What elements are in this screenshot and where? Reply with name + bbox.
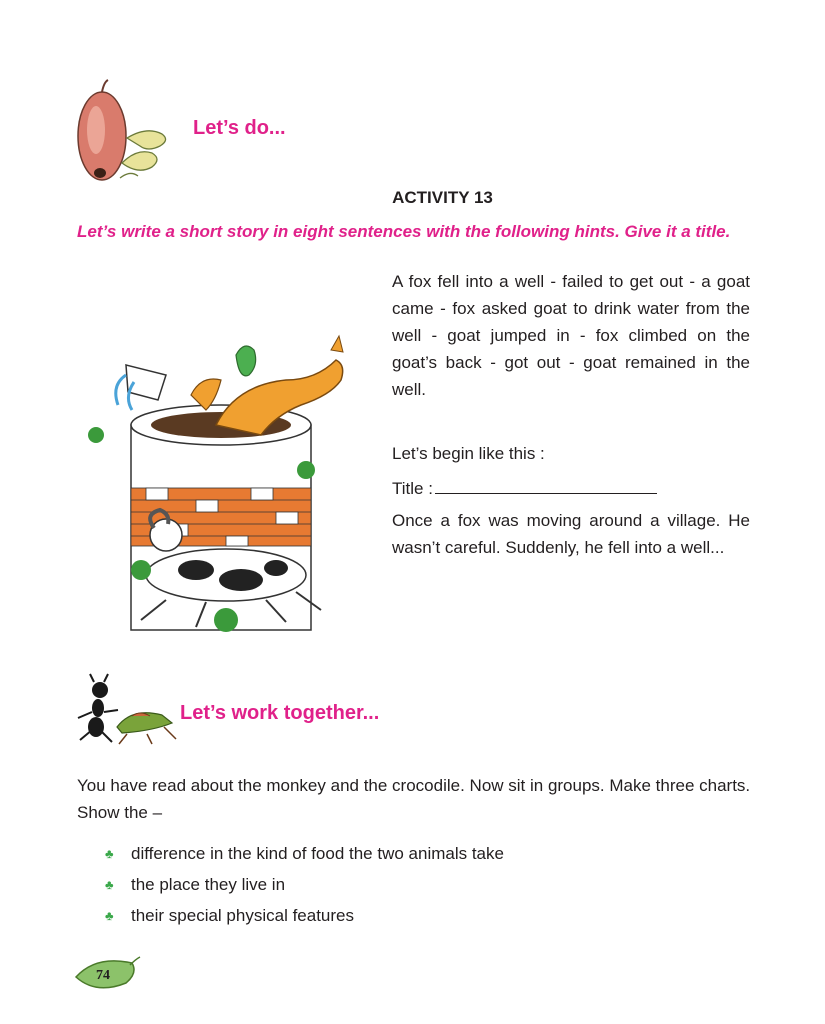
lets-do-icon: [72, 78, 182, 193]
title-line: [392, 475, 657, 502]
group-activity-text: You have read about the monkey and the crocodile. Now sit in groups. Make three charts. Show the –: [77, 776, 751, 822]
fox-goat-well-illustration: [76, 330, 376, 640]
list-item: ♣ difference in the kind of food the two animals take: [105, 843, 504, 863]
club-bullet-icon: ♣: [105, 846, 114, 861]
lets-work-together-heading: Let’s work together...: [180, 702, 380, 724]
list-item: ♣ the place they live in: [105, 874, 286, 894]
club-bullet-icon: ♣: [105, 877, 114, 892]
list-item: ♣ their special physical features: [105, 905, 355, 925]
title-blank[interactable]: [435, 476, 657, 494]
begin-text: Let’s begin like this :: [392, 444, 545, 463]
title-label: Title :: [392, 479, 433, 498]
instruction-text: Let’s write a short story in eight sentences with the following hints. Give it a title.: [77, 222, 731, 241]
story-hints: A fox fell into a well - failed to get out - a goat came - fox asked goat to drink water from the well - goat jumped in - fox climbed on the goat’s back - got out - goat remained in the well.: [392, 272, 750, 399]
club-bullet-icon: ♣: [105, 908, 114, 923]
page-number: 74: [96, 968, 110, 983]
lets-do-heading: Let’s do...: [193, 117, 286, 139]
story-start: Once a fox was moving around a village. He wasn’t careful. Suddenly, he fell into a well...: [392, 511, 750, 557]
lets-work-together-icon: [72, 672, 182, 747]
chart-topics-list: [105, 838, 504, 931]
activity-title: ACTIVITY 13: [392, 188, 493, 207]
